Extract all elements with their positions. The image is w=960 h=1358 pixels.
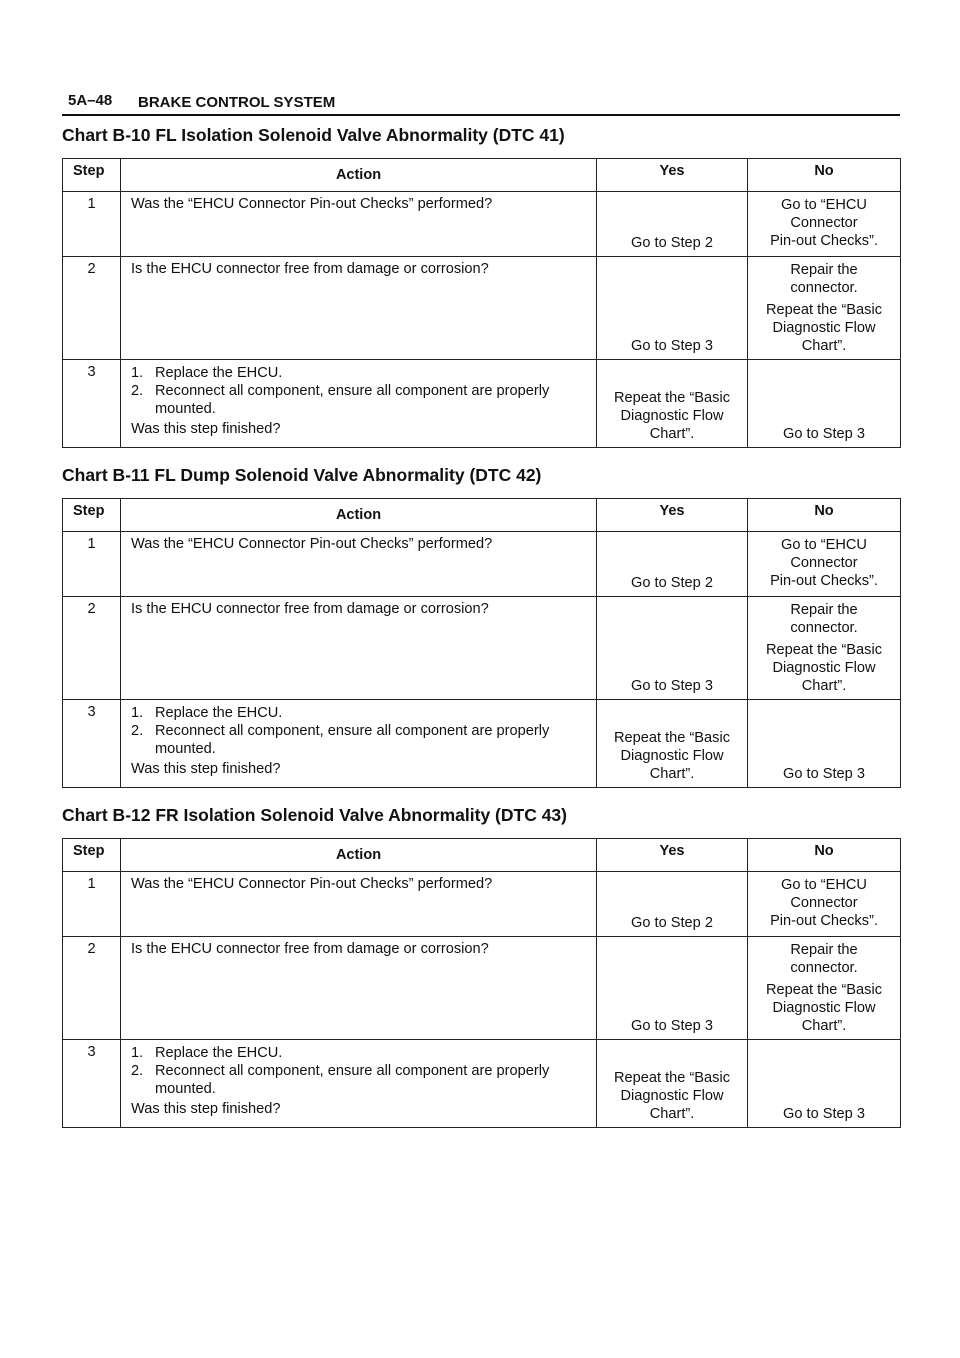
no-result-line: Go to “EHCU: [781, 877, 867, 893]
table-header-row: [63, 159, 901, 192]
no-cell: [748, 937, 901, 1040]
yes-result: [597, 914, 747, 932]
table-row: [63, 192, 901, 257]
column-header-step: [63, 499, 121, 532]
action-question: Was the “EHCU Connector Pin-out Checks” performed?: [131, 536, 493, 552]
no-result-line: Repeat the “Basic: [765, 642, 882, 658]
no-result-line: Go to “EHCU: [781, 197, 867, 213]
table-row: [63, 597, 901, 700]
action-cell: [121, 257, 597, 360]
no-result: [754, 536, 894, 590]
no-cell: [748, 1040, 901, 1128]
no-result-secondary: [754, 641, 894, 695]
table-row: [63, 257, 901, 360]
no-result-line: Chart”.: [801, 1018, 847, 1034]
no-result-primary: [754, 601, 894, 637]
action-step: [131, 364, 588, 382]
no-result-line: Diagnostic Flow: [772, 320, 876, 336]
no-result-secondary: [754, 981, 894, 1035]
no-result-line: connector.: [790, 620, 858, 636]
no-result-line: Pin-out Checks”.: [770, 233, 878, 249]
action-steps-list: [131, 364, 588, 418]
column-header-yes: [597, 159, 748, 192]
yes-result-line: Go to Step 3: [631, 338, 713, 354]
table-row: [63, 360, 901, 448]
table-row: [63, 937, 901, 1040]
action-cell: [121, 192, 597, 257]
action-question: Was this step finished?: [131, 421, 281, 437]
no-result-primary: [754, 941, 894, 977]
no-cell: [748, 192, 901, 257]
step-number: 1: [63, 532, 121, 597]
no-result-line: Repair the: [790, 602, 858, 618]
yes-result-line: Go to Step 2: [631, 915, 713, 931]
yes-result: [597, 574, 747, 592]
column-header-action: [121, 499, 597, 532]
action-step: [131, 382, 588, 418]
step-number: 2: [63, 937, 121, 1040]
no-result-line: Go to Step 3: [783, 426, 865, 442]
action-step: [131, 1062, 588, 1098]
action-question: Was the “EHCU Connector Pin-out Checks” performed?: [131, 876, 493, 892]
column-header-action: [121, 159, 597, 192]
action-step-text: Replace the EHCU.: [155, 365, 283, 381]
no-result: [754, 876, 894, 930]
action-cell: [121, 360, 597, 448]
no-result-line: Connector: [790, 555, 858, 571]
yes-result-line: Repeat the “Basic: [613, 390, 730, 406]
action-question: Was this step finished?: [131, 761, 281, 777]
column-header-step: [63, 159, 121, 192]
yes-result-line: Chart”.: [649, 1106, 695, 1122]
column-header-action: [121, 839, 597, 872]
step-number: 3: [63, 1040, 121, 1128]
table-row: [63, 1040, 901, 1128]
action-cell: [121, 872, 597, 937]
column-header-no: [748, 839, 901, 872]
yes-cell: [597, 872, 748, 937]
column-header-label: Action: [335, 507, 382, 523]
column-header-label: Yes: [659, 503, 685, 519]
yes-cell: [597, 597, 748, 700]
action-cell: [121, 1040, 597, 1128]
action-step-text: Replace the EHCU.: [155, 705, 283, 721]
action-step: [131, 1044, 588, 1062]
action-step-number: 1.: [131, 705, 144, 721]
no-cell: [748, 360, 901, 448]
step-number: 2: [63, 597, 121, 700]
no-result-line: Connector: [790, 895, 858, 911]
yes-cell: [597, 1040, 748, 1128]
no-result-primary: [754, 261, 894, 297]
action-question: Was this step finished?: [131, 1101, 281, 1117]
no-result-line: Pin-out Checks”.: [770, 913, 878, 929]
no-cell: [748, 597, 901, 700]
table-header-row: [63, 839, 901, 872]
column-header-label: No: [814, 503, 834, 519]
yes-result-line: Repeat the “Basic: [613, 730, 730, 746]
table-row: [63, 872, 901, 937]
action-cell: [121, 597, 597, 700]
yes-cell: [597, 937, 748, 1040]
no-result-line: Chart”.: [801, 678, 847, 694]
no-result-line: connector.: [790, 280, 858, 296]
column-header-label: Action: [335, 847, 382, 863]
no-result-line: Pin-out Checks”.: [770, 573, 878, 589]
yes-result: [597, 1017, 747, 1035]
no-result-line: Go to Step 3: [783, 766, 865, 782]
chart-table: [62, 498, 901, 788]
action-step: [131, 722, 588, 758]
no-result-line: Diagnostic Flow: [772, 1000, 876, 1016]
action-question: Is the EHCU connector free from damage or corrosion?: [131, 261, 489, 277]
no-result-secondary: [754, 301, 894, 355]
action-step-number: 1.: [131, 365, 144, 381]
yes-result-line: Go to Step 2: [631, 575, 713, 591]
action-step-number: 2.: [131, 383, 144, 399]
yes-result-line: Chart”.: [649, 766, 695, 782]
table-row: [63, 532, 901, 597]
no-result-line: Diagnostic Flow: [772, 660, 876, 676]
action-question: Is the EHCU connector free from damage or corrosion?: [131, 601, 489, 617]
action-cell: [121, 532, 597, 597]
step-number: 2: [63, 257, 121, 360]
yes-cell: [597, 360, 748, 448]
action-step-number: 2.: [131, 723, 144, 739]
no-result: [748, 765, 900, 783]
action-step-text: Replace the EHCU.: [155, 1045, 283, 1061]
no-result-line: Go to Step 3: [783, 1106, 865, 1122]
step-number: 1: [63, 872, 121, 937]
yes-result-line: Diagnostic Flow: [620, 408, 724, 424]
no-result-line: Go to “EHCU: [781, 537, 867, 553]
column-header-label: No: [814, 843, 834, 859]
action-cell: [121, 700, 597, 788]
chart-title: Chart B-10 FL Isolation Solenoid Valve Abnormality (DTC 41): [62, 125, 565, 145]
header-rule: [62, 114, 900, 116]
no-result: [748, 425, 900, 443]
yes-result: [597, 677, 747, 695]
yes-cell: [597, 532, 748, 597]
column-header-label: Step: [73, 843, 105, 859]
action-step-text: Reconnect all component, ensure all component are properly mounted.: [155, 1063, 550, 1097]
yes-result-line: Chart”.: [649, 426, 695, 442]
yes-result-line: Go to Step 3: [631, 1018, 713, 1034]
action-step-text: Reconnect all component, ensure all component are properly mounted.: [155, 723, 550, 757]
page-number: 5A–48: [68, 92, 113, 109]
column-header-label: No: [814, 163, 834, 179]
yes-result-line: Diagnostic Flow: [620, 1088, 724, 1104]
no-result-line: connector.: [790, 960, 858, 976]
column-header-label: Yes: [659, 163, 685, 179]
yes-result: [597, 337, 747, 355]
yes-cell: [597, 257, 748, 360]
no-result: [754, 196, 894, 250]
action-question: Was the “EHCU Connector Pin-out Checks” performed?: [131, 196, 493, 212]
yes-result: [597, 389, 747, 443]
action-step-number: 1.: [131, 1045, 144, 1061]
column-header-no: [748, 159, 901, 192]
action-step: [131, 704, 588, 722]
column-header-label: Yes: [659, 843, 685, 859]
no-result: [748, 1105, 900, 1123]
yes-result-line: Diagnostic Flow: [620, 748, 724, 764]
yes-result-line: Repeat the “Basic: [613, 1070, 730, 1086]
step-number: 3: [63, 360, 121, 448]
no-cell: [748, 257, 901, 360]
no-cell: [748, 532, 901, 597]
no-result-line: Repair the: [790, 942, 858, 958]
action-cell: [121, 937, 597, 1040]
column-header-yes: [597, 499, 748, 532]
no-cell: [748, 872, 901, 937]
action-steps-list: [131, 1044, 588, 1098]
action-step-text: Reconnect all component, ensure all component are properly mounted.: [155, 383, 550, 417]
yes-result-line: Go to Step 2: [631, 235, 713, 251]
page-header: [62, 88, 900, 116]
table-header-row: [63, 499, 901, 532]
no-result-line: Connector: [790, 215, 858, 231]
no-result-line: Repair the: [790, 262, 858, 278]
yes-cell: [597, 192, 748, 257]
action-steps-list: [131, 704, 588, 758]
yes-result: [597, 234, 747, 252]
column-header-no: [748, 499, 901, 532]
no-result-line: Chart”.: [801, 338, 847, 354]
no-result-line: Repeat the “Basic: [765, 982, 882, 998]
yes-result-line: Go to Step 3: [631, 678, 713, 694]
no-result-line: Repeat the “Basic: [765, 302, 882, 318]
yes-result: [597, 729, 747, 783]
step-number: 1: [63, 192, 121, 257]
column-header-label: Step: [73, 163, 105, 179]
section-title: BRAKE CONTROL SYSTEM: [138, 94, 336, 111]
diagnostic-chart: [62, 804, 900, 1128]
column-header-label: Action: [335, 167, 382, 183]
action-step-number: 2.: [131, 1063, 144, 1079]
yes-cell: [597, 700, 748, 788]
column-header-yes: [597, 839, 748, 872]
yes-result: [597, 1069, 747, 1123]
table-row: [63, 700, 901, 788]
chart-table: [62, 158, 901, 448]
column-header-label: Step: [73, 503, 105, 519]
chart-title: Chart B-11 FL Dump Solenoid Valve Abnormality (DTC 42): [62, 465, 542, 485]
chart-title: Chart B-12 FR Isolation Solenoid Valve Abnormality (DTC 43): [62, 805, 567, 825]
column-header-step: [63, 839, 121, 872]
step-number: 3: [63, 700, 121, 788]
action-question: Is the EHCU connector free from damage or corrosion?: [131, 941, 489, 957]
no-cell: [748, 700, 901, 788]
chart-table: [62, 838, 901, 1128]
diagnostic-chart: [62, 124, 900, 448]
diagnostic-chart: [62, 464, 900, 788]
